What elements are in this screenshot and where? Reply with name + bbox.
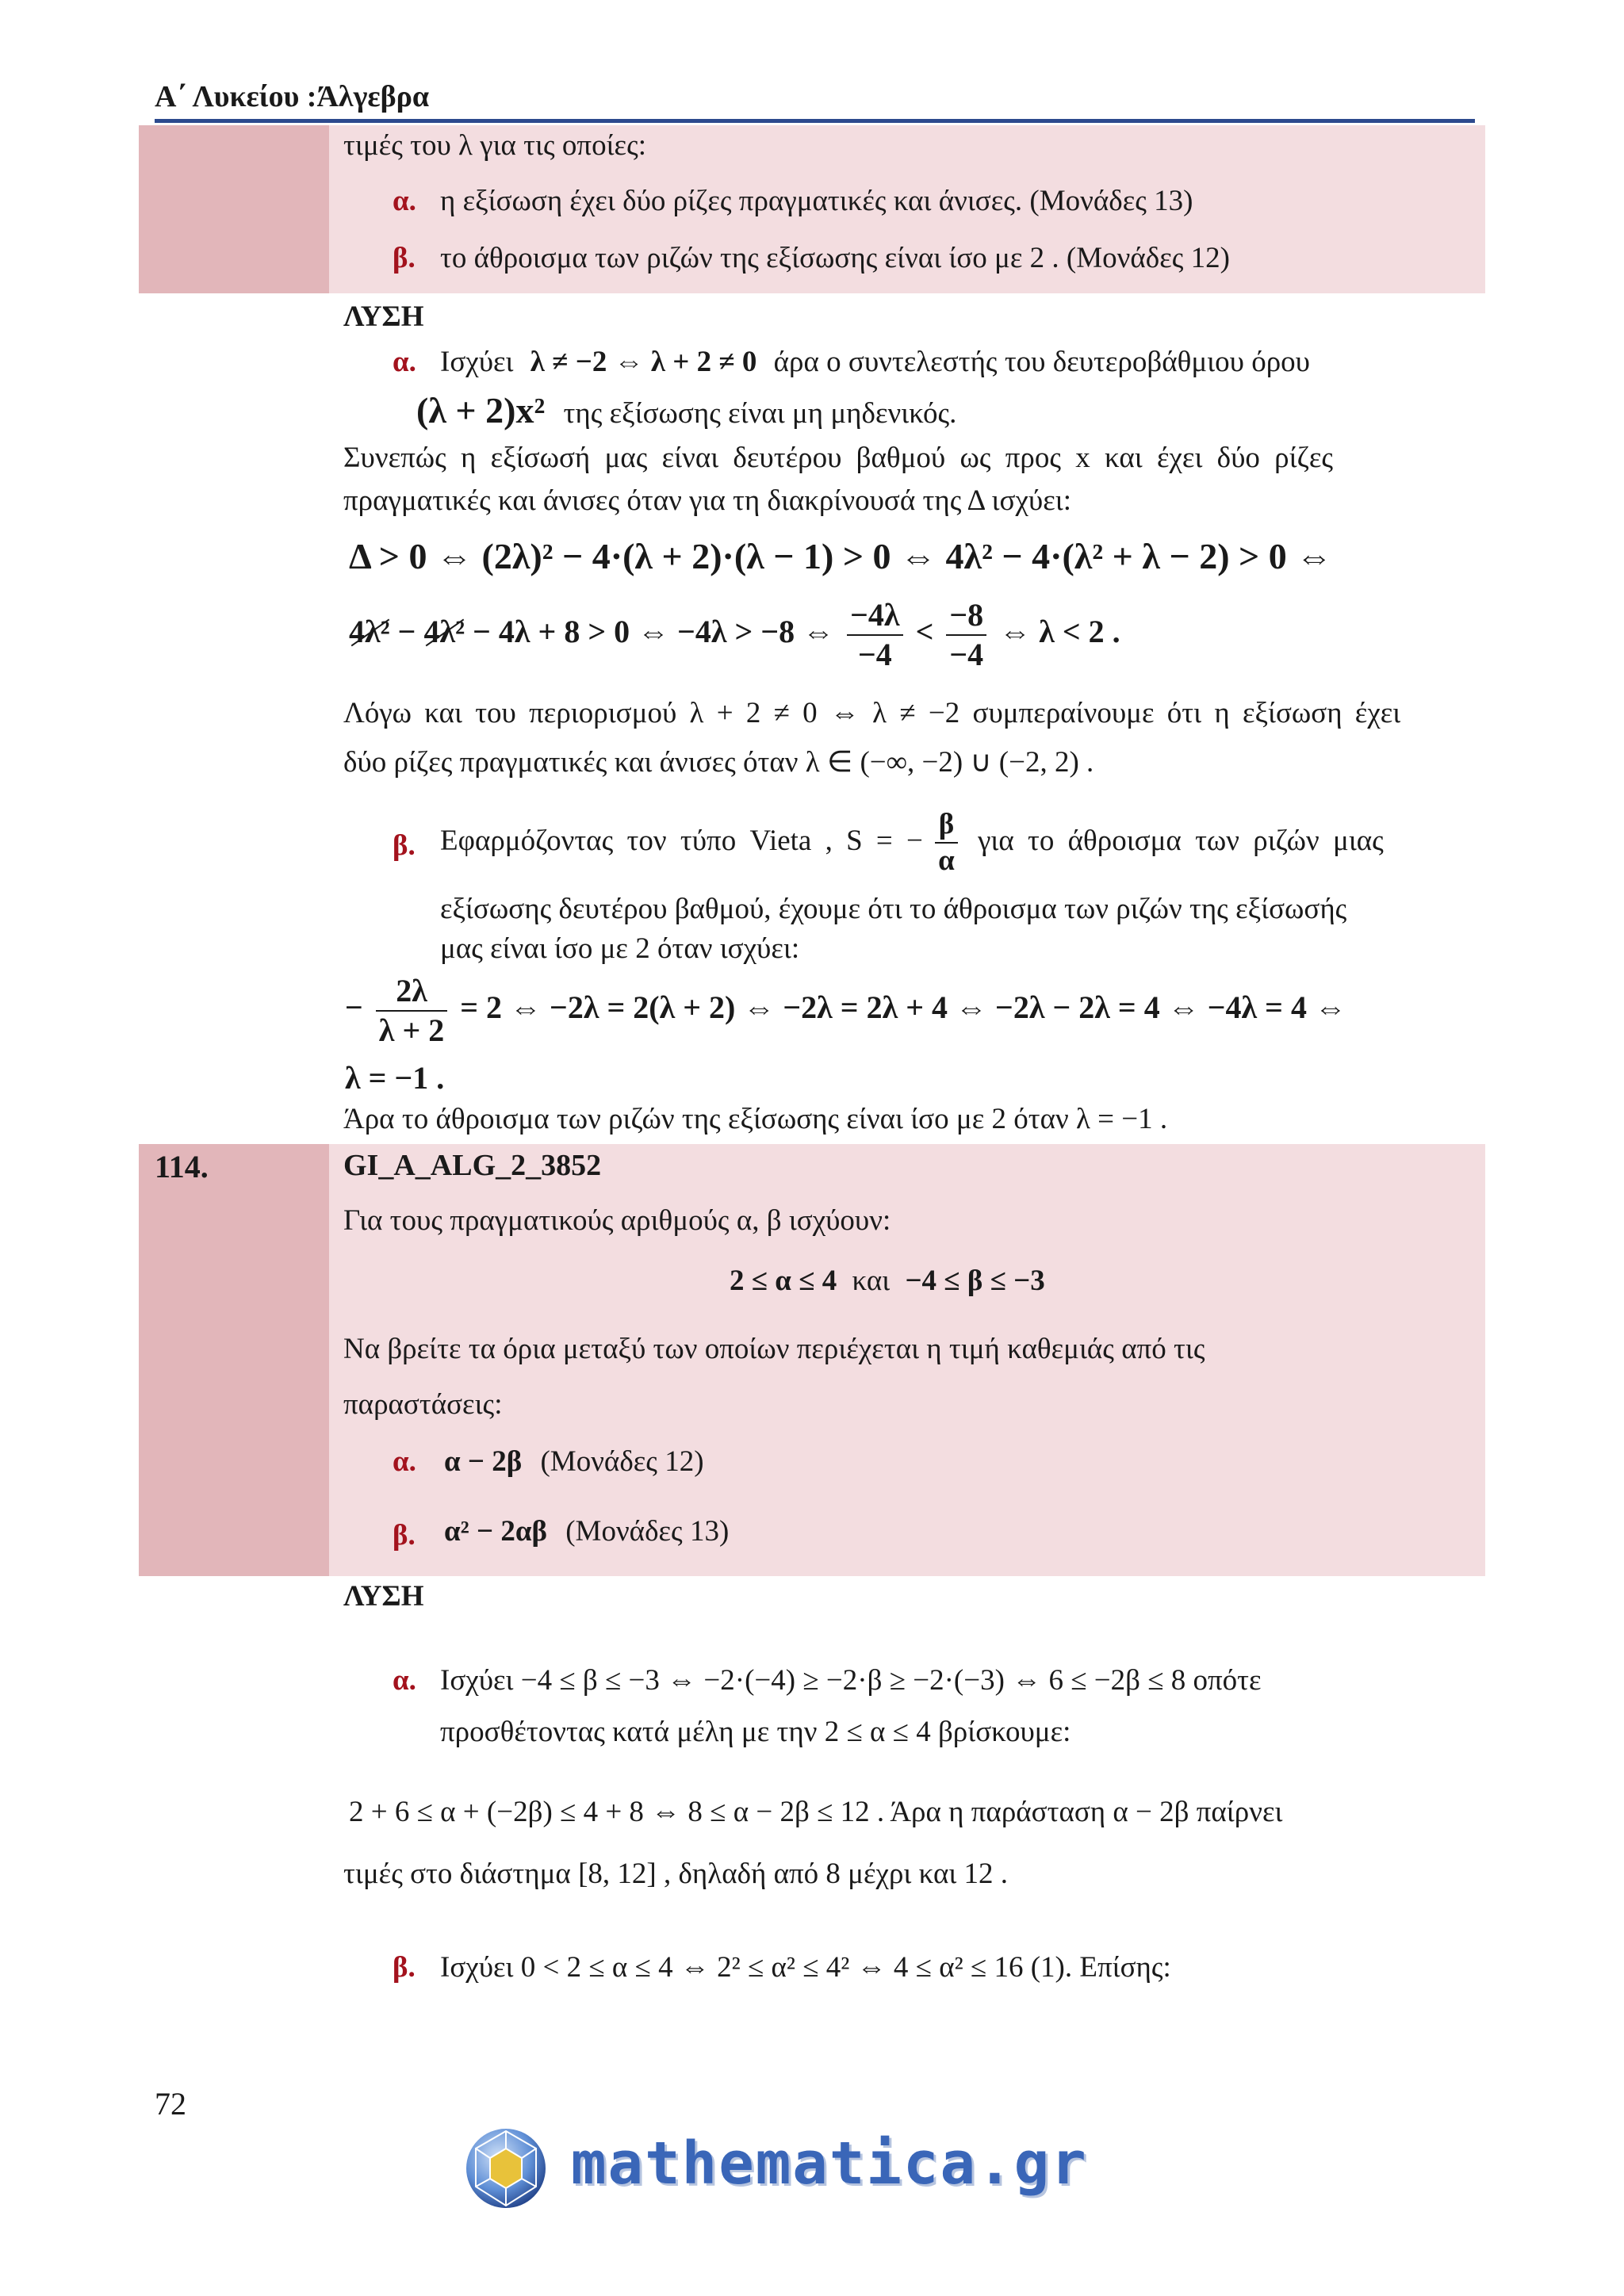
logo-text: mathematica.gr <box>571 2130 1088 2198</box>
problem-113-item-b-label: β. <box>393 242 416 274</box>
cancelled-term-2: 4λ² <box>423 614 465 650</box>
header-title: Α΄ Λυκείου :Άλγεβρα <box>155 80 430 113</box>
solution-114-b-line1: Ισχύει 0 < 2 ≤ α ≤ 4 ⇔ 2² ≤ α² ≤ 4² ⇔ 4 ≤ α² ≤ 16 (1). Επίσης: <box>440 1951 1171 1984</box>
solution-113-b-line2: εξίσωσης δευτέρου βαθμού, έχουμε ότι το άθροισμα των ριζών της εξίσωσής <box>440 893 1347 925</box>
solution-113-conclusion: Άρα το άθροισμα των ριζών της εξίσωσης είναι ίσο με 2 όταν λ = −1 . <box>343 1103 1168 1135</box>
solution-113-b-line1-post: για το άθροισμα των ριζών μιας <box>978 824 1384 857</box>
solution-114-a-label: α. <box>393 1664 416 1697</box>
fraction-1 <box>847 596 902 674</box>
polyhedron-icon <box>460 2125 555 2212</box>
problem-114-item-b <box>444 1514 729 1549</box>
cancelled-term-1: 4λ² <box>349 614 390 650</box>
problem-114-number-cell <box>139 1144 329 1576</box>
fraction-2 <box>946 596 986 674</box>
condition-and: και <box>852 1265 891 1297</box>
solution-114-a-line1: Ισχύει −4 ≤ β ≤ −3 ⇔ −2·(−4) ≥ −2·β ≥ −2·(−3) ⇔ 6 ≤ −2β ≤ 8 οπότε <box>440 1664 1262 1697</box>
problem-113-item-b-text: το άθροισμα των ριζών της εξίσωσης είναι ίσο με 2 . (Μονάδες 12) <box>440 242 1230 274</box>
solution-114-equation-2: τιμές στο διάστημα [8, 12] , δηλαδή από 8 μέχρι και 12 . <box>343 1858 1009 1890</box>
solution-113-a-line1-pre: Ισχύει <box>440 346 514 378</box>
problem-114-code: GI_A_ALG_2_3852 <box>343 1149 602 1182</box>
solution-113-b-line1-pre: Εφαρμόζοντας τον τύπο Vieta , S = − <box>440 824 923 857</box>
vieta-fraction <box>935 807 958 879</box>
eq3-rest: = 2 ⇔ −2λ = 2(λ + 2) ⇔ −2λ = 2λ + 4 ⇔ −2λ − 2λ = 4 ⇔ −4λ = 4 ⇔ <box>460 989 1346 1026</box>
solution-113-para1-line1: Συνεπώς η εξίσωσή μας είναι δευτέρου βαθμού ως προς x και έχει δύο ρίζες <box>343 442 1334 474</box>
solution-113-equation-4: λ = −1 . <box>345 1060 445 1096</box>
fraction-2-denominator: −4 <box>949 637 984 672</box>
solution-113-b-line3: μας είναι ίσο με 2 όταν ισχύει: <box>440 932 800 965</box>
problem-114-item-a-points: (Μονάδες 12) <box>540 1445 704 1478</box>
problem-114-item-b-label: β. <box>393 1519 416 1552</box>
fraction-1-denominator: −4 <box>857 637 892 672</box>
problem-114-item-a-label: α. <box>393 1445 416 1478</box>
solution-113-a-label: α. <box>393 346 416 378</box>
fraction-1-numerator: −4λ <box>847 596 902 636</box>
solution-114-b-label: β. <box>393 1951 416 1984</box>
problem-114-item-a <box>444 1445 704 1479</box>
solution-114-equation-1: 2 + 6 ≤ α + (−2β) ≤ 4 + 8 ⇔ 8 ≤ α − 2β ≤ 12 . Άρα η παράσταση α − 2β παίρνει <box>349 1796 1283 1828</box>
condition-beta: −4 ≤ β ≤ −3 <box>905 1265 1045 1297</box>
problem-113-item-a-label: α. <box>393 185 416 217</box>
solution-113-b-line1 <box>440 807 1384 879</box>
problem-114-intro: Για τους πραγματικούς αριθμούς α, β ισχύουν: <box>343 1204 891 1237</box>
solution-113-a-line2-math: (λ + 2)x² <box>416 390 546 430</box>
solution-114-a-line2: προσθέτοντας κατά μέλη με την 2 ≤ α ≤ 4 βρίσκουμε: <box>440 1716 1071 1748</box>
problem-114-item-a-math: α − 2β <box>444 1445 523 1478</box>
problem-114-question-line1: Να βρείτε τα όρια μεταξύ των οποίων περιέχεται η τιμή καθεμιάς από τις <box>343 1333 1205 1365</box>
eq2-mid2: − 4λ + 8 > 0 ⇔ −4λ > −8 ⇔ <box>465 614 835 650</box>
header-rule <box>155 119 1475 123</box>
solution-113-a-line2-post: της εξίσωσης είναι μη μηδενικός. <box>563 397 957 430</box>
fraction-2-numerator: −8 <box>946 596 986 636</box>
eq2-mid1: − <box>389 614 424 650</box>
solution-113-b-label: β. <box>393 829 416 862</box>
solution-113-a-line1-post: άρα ο συντελεστής του δευτεροβάθμιου όρου <box>773 346 1310 378</box>
fraction-3 <box>376 972 447 1050</box>
problem-114-item-b-math: α² − 2αβ <box>444 1515 547 1548</box>
problem-113-item-a-text: η εξίσωση έχει δύο ρίζες πραγματικές και άνισες. (Μονάδες 13) <box>440 185 1193 217</box>
page-number: 72 <box>155 2086 186 2122</box>
solution-113-a-line1-math: λ ≠ −2 ⇔ λ + 2 ≠ 0 <box>530 346 757 378</box>
eq2-less-than: < <box>915 614 934 650</box>
solution-113-a-line1 <box>440 345 1310 380</box>
solution-113-equation-2 <box>349 596 1120 674</box>
fraction-3-denominator: λ + 2 <box>378 1012 445 1048</box>
problem-113-intro: τιμές του λ για τις οποίες: <box>343 129 646 162</box>
solution-113-para2-line2: δύο ρίζες πραγματικές και άνισες όταν λ ∈ (−∞, −2) ∪ (−2, 2) . <box>343 746 1094 779</box>
solution-113-a-line2 <box>416 388 956 432</box>
solution-113-equation-1: Δ > 0 ⇔ (2λ)² − 4·(λ + 2)·(λ − 1) > 0 ⇔ 4λ² − 4·(λ² + λ − 2) > 0 ⇔ <box>349 536 1333 576</box>
vieta-fraction-numerator: β <box>935 807 958 844</box>
eq2-end: ⇔ λ < 2 . <box>999 614 1120 650</box>
problem-114-conditions <box>730 1264 1045 1299</box>
problem-114-question-line2: παραστάσεις: <box>343 1388 503 1421</box>
condition-alpha: 2 ≤ α ≤ 4 <box>730 1265 837 1297</box>
solution-113-heading: ΛΥΣΗ <box>343 300 424 333</box>
problem-114-item-b-points: (Μονάδες 13) <box>565 1515 730 1548</box>
vieta-fraction-denominator: α <box>938 844 955 878</box>
solution-113-equation-3 <box>345 972 1346 1050</box>
solution-113-para2-line1: Λόγω και του περιορισμού λ + 2 ≠ 0 ⇔ λ ≠ −2 συμπεραίνουμε ότι η εξίσωση έχει <box>343 697 1401 729</box>
solution-114-heading: ΛΥΣΗ <box>343 1580 424 1613</box>
solution-113-para1-line2: πραγματικές και άνισες όταν για τη διακρίνουσά της Δ ισχύει: <box>343 484 1071 517</box>
eq3-minus: − <box>345 989 363 1026</box>
problem-113-number-cell <box>139 125 329 293</box>
site-logo <box>460 2125 1174 2212</box>
fraction-3-numerator: 2λ <box>376 972 447 1012</box>
problem-114-number: 114. <box>155 1149 209 1184</box>
